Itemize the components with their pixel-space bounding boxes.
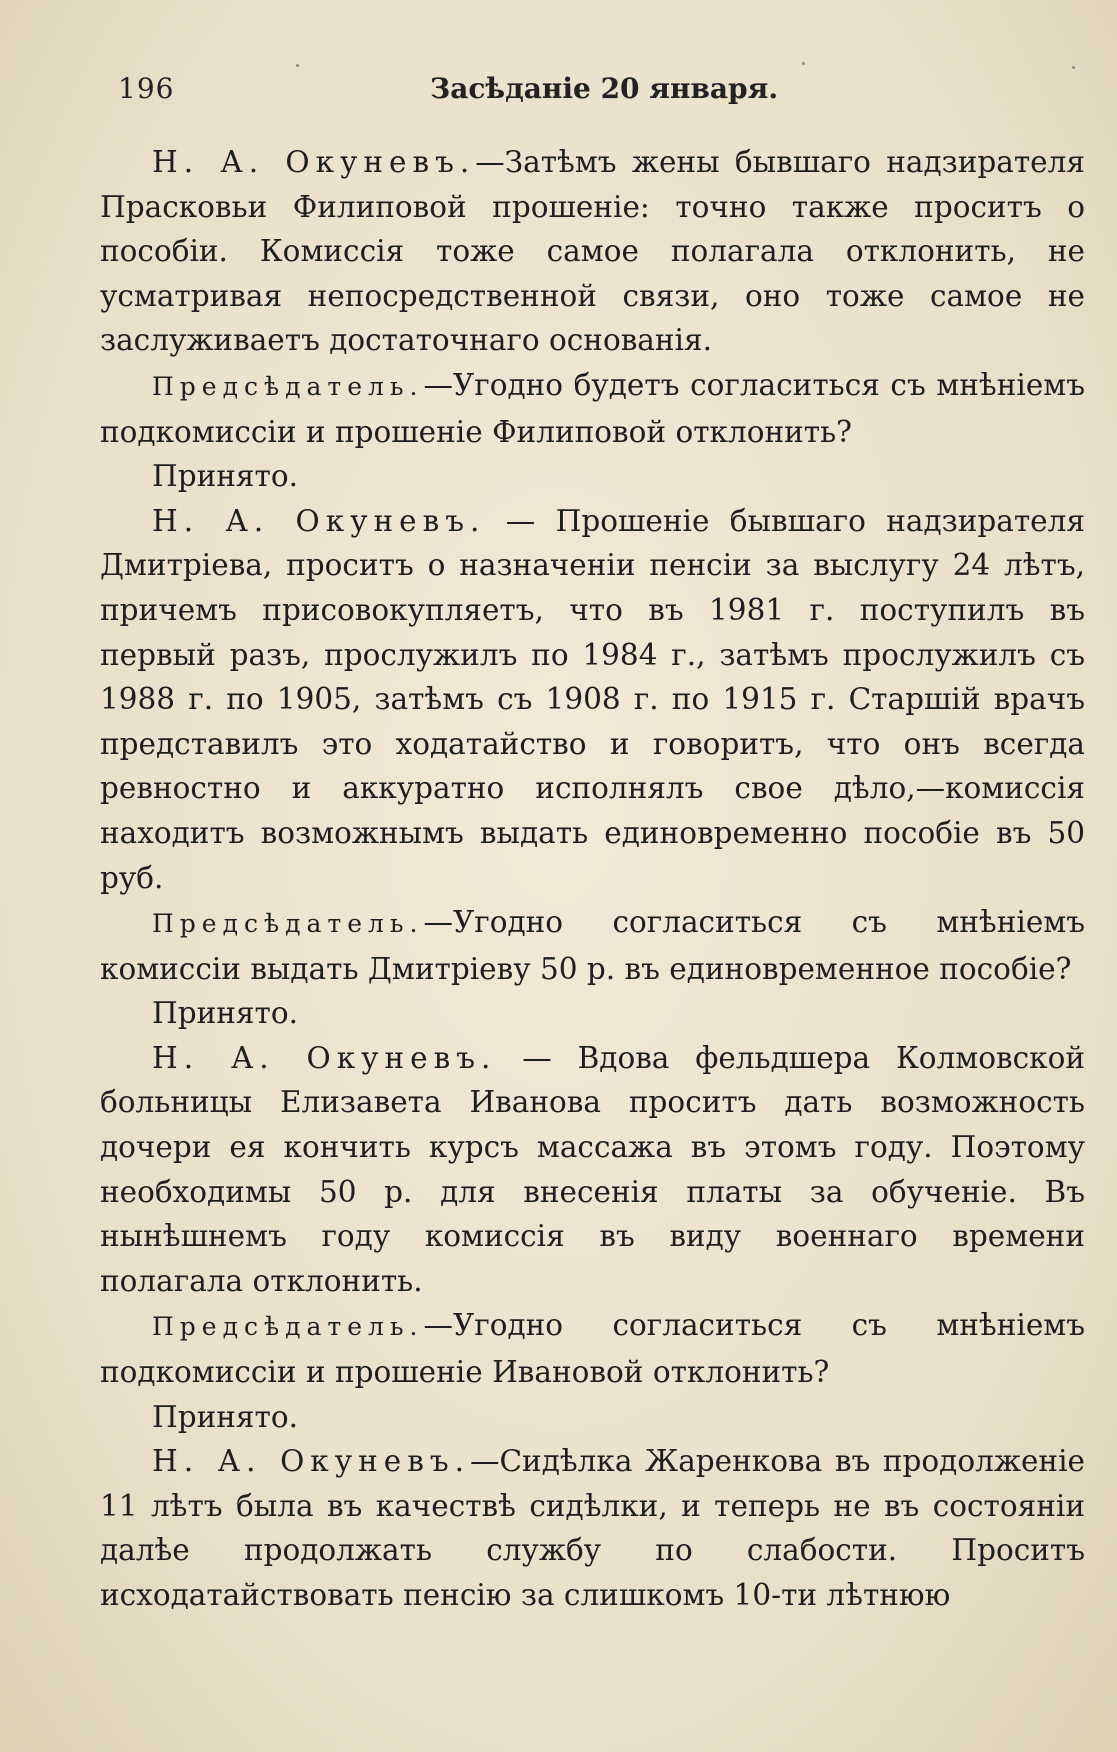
speaker-name: Н. А. Окуневъ. (152, 1040, 497, 1075)
paragraph-text: —Затѣмъ жены бывшаго надзирателя Прасковьи Филиповой прошеніе: точно также проситъ о пособіи. Комиссія тоже самое полагала отклонить, не усматривая непосредственной связи, оно тоже самое не заслуживаетъ достаточнаго основанія. (100, 145, 1085, 358)
speaker-name: Предсѣдатель. (152, 1312, 424, 1342)
paragraph (100, 900, 1085, 991)
paper-speck (1072, 66, 1075, 69)
speaker-name: Н. А. Окуневъ. (152, 1444, 470, 1479)
paper-speck (296, 64, 299, 67)
paragraph (100, 1395, 1085, 1440)
paragraph-text: —Угодно будетъ согласиться съ мнѣніемъ подкомиссіи и прошеніе Филиповой отклонить? (100, 367, 1085, 449)
paragraph (100, 499, 1085, 900)
paper-speck (802, 62, 805, 65)
paragraph-text: Принято. (152, 459, 299, 494)
paragraph-text: — Прошеніе бывшаго надзирателя Дмитріева, проситъ о назначеніи пенсіи за выслугу 24 лѣтъ, причемъ присовокупляетъ, что въ 1981 г. поступилъ въ первый разъ, прослужилъ по 1984 г., затѣмъ прослужилъ съ 1988 г. по 1905, затѣмъ съ 1908 г. по 1915 г. Старшій врачъ представилъ это ходатайство и говоритъ, что онъ всегда ревностно и аккуратно исполнялъ свое дѣло,—комиссія находитъ возможнымъ выдать единовременно пособіе въ 50 руб. (100, 503, 1085, 895)
paragraph (100, 991, 1085, 1036)
paragraph (100, 1439, 1085, 1617)
running-title: Засѣданіе 20 января. (430, 72, 779, 105)
paragraph (100, 363, 1085, 454)
paragraph-text: —Угодно согласиться съ мнѣніемъ подкомиссіи и прошеніе Ивановой отклонить? (100, 1308, 1085, 1390)
speaker-name: Предсѣдатель. (152, 371, 424, 401)
paragraph (100, 140, 1085, 363)
paragraph (100, 1036, 1085, 1304)
paragraph-text: — Вдова фельдшера Колмовской больницы Елизавета Иванова проситъ дать возможность дочери ея кончить курсъ массажа въ этомъ году. Поэтому необходимы 50 р. для внесенія платы за обученіе. Въ нынѣшнемъ году комиссія въ виду военнаго времени полагала отклонить. (100, 1040, 1085, 1298)
speaker-name: Предсѣдатель. (152, 909, 424, 939)
speaker-name: Н. А. Окуневъ. (152, 503, 486, 538)
paragraph-text: —Сидѣлка Жаренкова въ продолженіе 11 лѣтъ была въ качествѣ сидѣлки, и теперь не въ состояніи далѣе продолжать службу по слабости. Проситъ исходатайствовать пенсію за слишкомъ 10-ти лѣтнюю (100, 1444, 1085, 1612)
page-header (110, 72, 1090, 122)
paragraph (100, 1303, 1085, 1394)
page-number: 196 (118, 72, 175, 105)
paragraph (100, 454, 1085, 499)
paragraph-text: Принято. (152, 996, 299, 1031)
paragraph-text: Принято. (152, 1399, 299, 1434)
body-text (100, 140, 1085, 1618)
paragraph-text: —Угодно согласиться съ мнѣніемъ комиссіи выдать Дмитріеву 50 р. въ единовременное пособіе? (100, 905, 1085, 986)
speaker-name: Н. А. Окуневъ. (152, 145, 476, 179)
